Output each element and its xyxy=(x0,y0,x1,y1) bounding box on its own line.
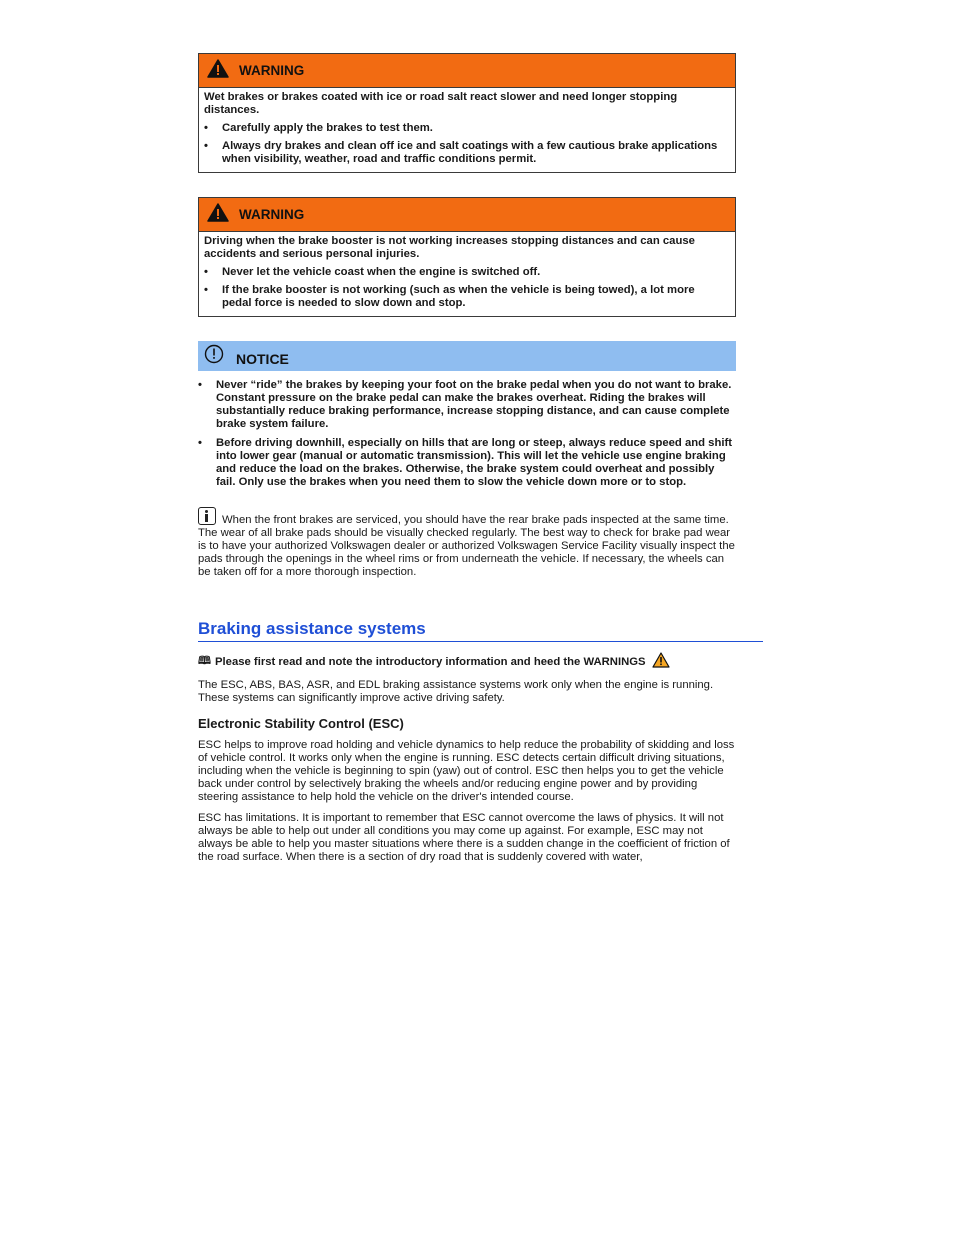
list-item: • Always dry brakes and clean off ice and salt coatings with a few cautious brake applications when visibility, weather, road and traffic conditions permit. xyxy=(204,140,718,165)
notice-box xyxy=(198,341,736,489)
warning-triangle-icon xyxy=(207,59,229,83)
manual-page xyxy=(198,53,736,864)
warning-box-wet-brakes xyxy=(198,53,736,173)
info-text: When the front brakes are serviced, you should have the rear brake pads inspected at the same time. The wear of all brake pads should be visually checked regularly. The best way to check for brake pad wear is to have your authorized Volkswagen dealer or authorized Volkswagen Service Facility visually inspect the pads through the openings in the wheel rims or from underneath the vehicle. If necessary, the wheels can be taken off for a more thorough inspection. xyxy=(198,514,735,578)
list-item: • Never “ride” the brakes by keeping your foot on the brake pedal when you do not want to brake. Constant pressure on the brake pedal can make the brakes overheat. Riding the brakes will substantially reduce braking performance, increase stopping distance, and can cause complete brake system failure. xyxy=(198,379,732,430)
notice-exclamation-icon xyxy=(204,344,224,369)
list-item: • Carefully apply the brakes to test them. xyxy=(204,122,433,134)
warning-title: WARNING xyxy=(239,207,305,222)
list-item: • If the brake booster is not working (such as when the vehicle is being towed), a lot more pedal force is needed to slow down and stop. xyxy=(204,284,695,309)
warning-header xyxy=(199,54,735,88)
body-paragraph: ESC has limitations. It is important to remember that ESC cannot overcome the laws of physics. It will not always be able to help out under all conditions you may come up against. For example, ESC may not always be able to help you master situations where there is a sudden change in the coefficient of friction of the road surface. When there is a section of dry road that is suddenly covered with water, xyxy=(198,812,730,863)
warning-intro: Wet brakes or brakes coated with ice or road salt react slower and need longer stopping distances. xyxy=(204,91,678,116)
book-icon: 🕮 xyxy=(198,655,211,667)
section-heading: Braking assistance systems xyxy=(198,619,763,642)
list-item: • Before driving downhill, especially on hills that are long or steep, always reduce speed and shift into lower gear (manual or automatic transmission). This will let the vehicle use engine braking and reduce the load on the brakes. Otherwise, the brake system could overheat and possibly fail. Only use the brakes when you need them to slow the vehicle down more or to stop. xyxy=(198,437,733,488)
warning-title: WARNING xyxy=(239,63,305,78)
notice-header xyxy=(198,341,736,371)
warning-triangle-icon xyxy=(207,203,229,227)
info-icon xyxy=(198,507,216,525)
notice-title: NOTICE xyxy=(236,351,289,367)
intro-note xyxy=(198,652,736,671)
intro-text: Please first read and note the introductory information and heed the WARNINGS xyxy=(214,655,646,668)
sub-heading: Electronic Stability Control (ESC) xyxy=(198,716,404,731)
warning-box-brake-booster xyxy=(198,197,736,317)
warning-header xyxy=(199,198,735,232)
list-item: • Never let the vehicle coast when the engine is switched off. xyxy=(204,266,541,278)
info-note xyxy=(198,507,736,579)
warning-triangle-icon xyxy=(652,652,670,671)
warning-intro: Driving when the brake booster is not working increases stopping distances and can cause accidents and serious personal injuries. xyxy=(204,235,695,260)
body-paragraph: The ESC, ABS, BAS, ASR, and EDL braking assistance systems work only when the engine is running. These systems can significantly improve active driving safety. xyxy=(198,679,714,704)
body-paragraph: ESC helps to improve road holding and vehicle dynamics to help reduce the probability of skidding and loss of vehicle control. It works only when the engine is running. ESC detects certain difficult driving situations, including when the vehicle is beginning to spin (yaw) out of control. ESC then helps you to get the vehicle back under control by selectively braking the wheels and/or reducing engine power and by providing steering assistance to help hold the vehicle on the driver's intended course. xyxy=(198,739,735,803)
